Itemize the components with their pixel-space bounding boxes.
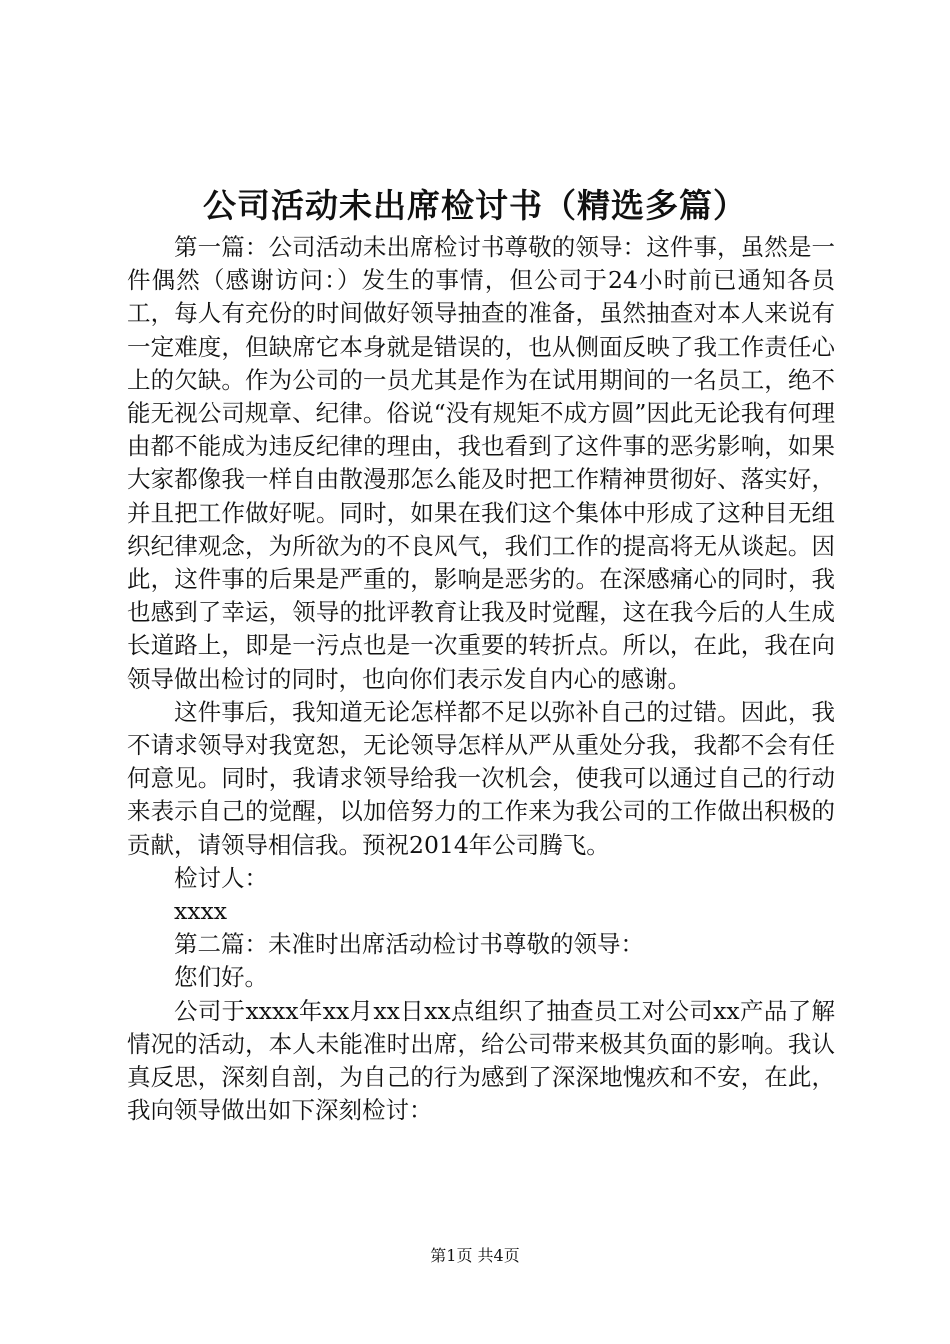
paragraph-signature-name: xxxx	[174, 897, 228, 926]
paragraph-2: 这件事后，我知道无论怎样都不足以弥补自己的过错。因此，我不请求领导对我宽恕，无论领导怎样从严从重处分我，我都不会有任何意见。同时，我请求领导给我一次机会，使我可以通过自己的行动来表示自己的觉醒，以加倍努力的工作来为我公司的工作做出积极的贡献，请领导相信我。预祝2014年公司腾飞。	[127, 697, 835, 859]
paragraph-section-2-heading: 第二篇：未准时出席活动检讨书尊敬的领导：	[174, 930, 644, 959]
paragraph-greeting: 您们好。	[174, 963, 268, 992]
page-number-footer: 第1页 共4页	[430, 1246, 520, 1265]
document-title: 公司活动未出席检讨书（精选多篇）	[203, 186, 747, 225]
paragraph-section-2-body: 公司于xxxx年xx月xx日xx点组织了抽查员工对公司xx产品了解情况的活动，本人未能准时出席，给公司带来极其负面的影响。我认真反思，深刻自剖，为自己的行为感到了深深地愧疚和不安，在此，我向领导做出如下深刻检讨：	[127, 996, 835, 1125]
paragraph-signature-label: 检讨人：	[174, 863, 268, 892]
paragraph-1: 第一篇：公司活动未出席检讨书尊敬的领导：这件事，虽然是一件偶然（感谢访问：）发生的事情，但公司于24小时前已通知各员工，每人有充份的时间做好领导抽查的准备，虽然抽查对本人来说有一定难度，但缺席它本身就是错误的，也从侧面反映了我工作责任心上的欠缺。作为公司的一员尤其是作为在试用期间的一名员工，绝不能无视公司规章、纪律。俗说“没有规矩不成方圆”因此无论我有何理由都不能成为违反纪律的理由，我也看到了这件事的恶劣影响，如果大家都像我一样自由散漫那怎么能及时把工作精神贯彻好、落实好，并且把工作做好呢。同时，如果在我们这个集体中形成了这种目无组织纪律观念，为所欲为的不良风气，我们工作的提高将无从谈起。因此，这件事的后果是严重的，影响是恶劣的。在深感痛心的同时，我也感到了幸运，领导的批评教育让我及时觉醒，这在我今后的人生成长道路上，即是一污点也是一次重要的转折点。所以，在此，我在向领导做出检讨的同时，也向你们表示发自内心的感谢。	[127, 233, 835, 693]
document-body	[127, 231, 835, 1127]
